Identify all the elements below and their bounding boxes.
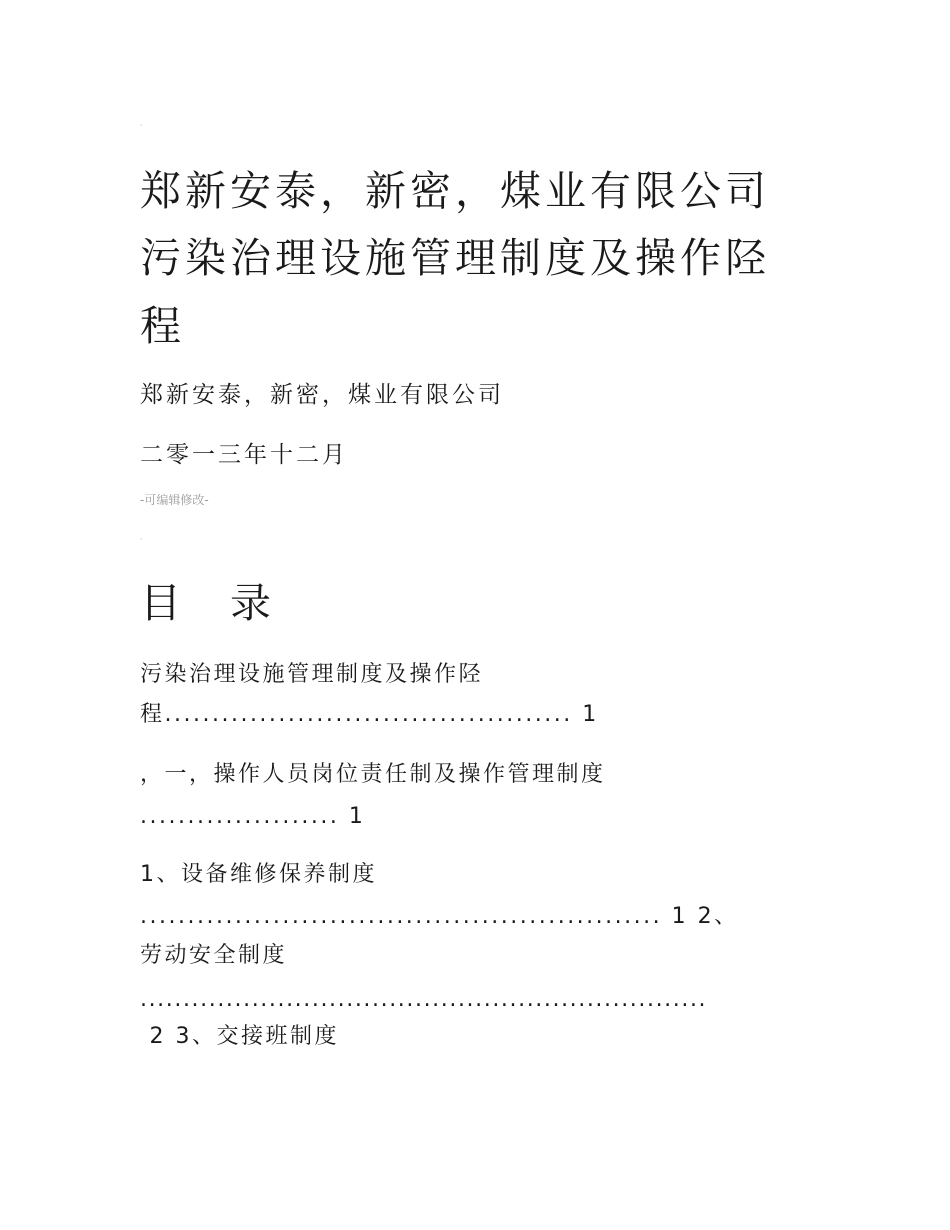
company-name: 郑新安泰，新密，煤业有限公司 [140, 382, 504, 408]
toc-entry-line: 劳动安全制度 [140, 943, 288, 968]
toc-heading: 目 录 [140, 579, 290, 627]
toc-entry-line: ..................... 1 [140, 804, 366, 829]
toc-entry-line: 程........................................... 1 [140, 702, 599, 727]
page-marker-bottom: · [140, 535, 143, 544]
document-title-line-1: 郑新安泰，新密，煤业有限公司 [140, 167, 770, 215]
document-date: 二零一三年十二月 [140, 442, 348, 468]
toc-entry-line: 污染治理设施管理制度及操作陉 [140, 662, 484, 687]
toc-entry-line: .................................................................. [140, 987, 708, 1012]
toc-entry-line: ，一，操作人员岗位责任制及操作管理制度 [140, 762, 606, 787]
toc-entry-line: 1、设备维修保养制度 [140, 862, 377, 887]
page-marker-top: · [140, 121, 143, 130]
editable-note: -可编辑修改- [140, 493, 209, 507]
document-title-line-2: 污染治理设施管理制度及操作陉 [140, 234, 770, 282]
toc-entry-line: 2 3、交接班制度 [140, 1024, 339, 1049]
document-title-line-3: 程 [140, 302, 185, 350]
toc-entry-line: ....................................................... 1 2、 [140, 904, 739, 929]
